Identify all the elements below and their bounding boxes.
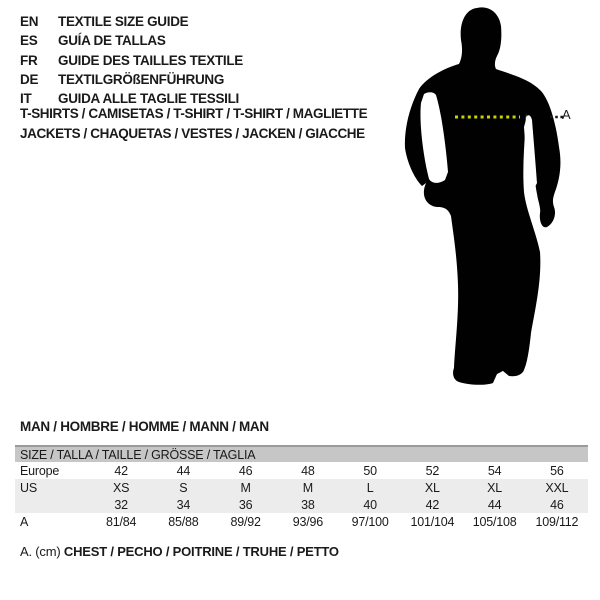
man-silhouette-figure xyxy=(400,0,600,400)
language-label: GUIDA ALLE TAGLIE TESSILI xyxy=(58,91,239,107)
size-value: 42 xyxy=(425,497,440,512)
size-value: L xyxy=(366,480,374,495)
size-value: XL xyxy=(487,480,503,495)
footnote-text: CHEST / PECHO / POITRINE / TRUHE / PETTO xyxy=(63,544,339,559)
language-label: GUÍA DE TALLAS xyxy=(58,33,166,49)
language-label: TEXTILE SIZE GUIDE xyxy=(58,14,189,30)
size-value: 56 xyxy=(550,463,564,478)
size-value: 46 xyxy=(550,497,564,512)
language-guide-list xyxy=(20,12,243,108)
language-row-en xyxy=(20,12,243,31)
garment-categories xyxy=(20,106,367,146)
footnote-prefix: A. (cm) xyxy=(20,544,61,559)
language-label: GUIDE DES TAILLES TEXTILE xyxy=(58,52,244,68)
silhouette-body-path xyxy=(405,7,561,384)
size-value: 32 xyxy=(114,497,128,512)
category-jackets: JACKETS / CHAQUETAS / VESTES / JACKEN / GIACCHE xyxy=(20,126,365,141)
size-value: 109/112 xyxy=(535,515,579,529)
size-value: 44 xyxy=(487,497,502,512)
language-label: TEXTILGRÖßENFÜHRUNG xyxy=(58,72,225,88)
size-value: 50 xyxy=(363,463,377,478)
size-value: 101/104 xyxy=(410,515,455,529)
size-value: 89/92 xyxy=(230,515,261,529)
size-value: XS xyxy=(112,480,130,495)
language-code: DE xyxy=(20,72,39,88)
row-label: US xyxy=(20,480,37,495)
language-code: EN xyxy=(20,14,39,30)
size-value: 97/100 xyxy=(351,515,389,529)
size-value: 52 xyxy=(425,463,440,478)
size-value: 36 xyxy=(238,497,253,512)
row-label: Europe xyxy=(20,463,60,478)
table-row-europe xyxy=(15,462,588,479)
language-row-es xyxy=(20,31,243,50)
size-value: 44 xyxy=(176,463,191,478)
row-label: A xyxy=(20,515,29,529)
size-value: 81/84 xyxy=(105,515,137,529)
table-row-numeric xyxy=(15,496,588,513)
table-row-chest-a xyxy=(15,513,588,531)
size-value: XXL xyxy=(545,480,569,495)
size-value: XL xyxy=(424,480,440,495)
man-silhouette-svg xyxy=(400,0,600,400)
chest-measure-label: A xyxy=(562,107,571,122)
chest-footnote xyxy=(20,544,339,559)
language-code: FR xyxy=(20,52,38,68)
size-value: 48 xyxy=(301,463,315,478)
size-value: 46 xyxy=(238,463,253,478)
language-code: IT xyxy=(20,91,32,107)
language-row-de xyxy=(20,70,243,89)
size-value: 40 xyxy=(363,497,377,512)
size-value: 105/108 xyxy=(472,515,517,529)
size-table-header: SIZE / TALLA / TAILLE / GRÖSSE / TAGLIA xyxy=(15,445,588,462)
size-value: S xyxy=(179,480,188,495)
size-table xyxy=(15,445,588,531)
size-value: 54 xyxy=(487,463,502,478)
table-row-us xyxy=(15,479,588,496)
size-value: M xyxy=(302,480,313,495)
language-code: ES xyxy=(20,33,38,49)
section-title: MAN / HOMBRE / HOMME / MANN / MAN xyxy=(20,419,269,434)
size-value: 38 xyxy=(301,497,315,512)
size-value: 42 xyxy=(114,463,128,478)
category-tshirts: T-SHIRTS / CAMISETAS / T-SHIRT / T-SHIRT / MAGLIETTE xyxy=(20,106,368,121)
size-value: 93/96 xyxy=(292,515,324,529)
language-row-fr xyxy=(20,51,243,70)
size-value: 85/88 xyxy=(168,515,199,529)
size-value: 34 xyxy=(176,497,191,512)
size-value: M xyxy=(240,480,251,495)
